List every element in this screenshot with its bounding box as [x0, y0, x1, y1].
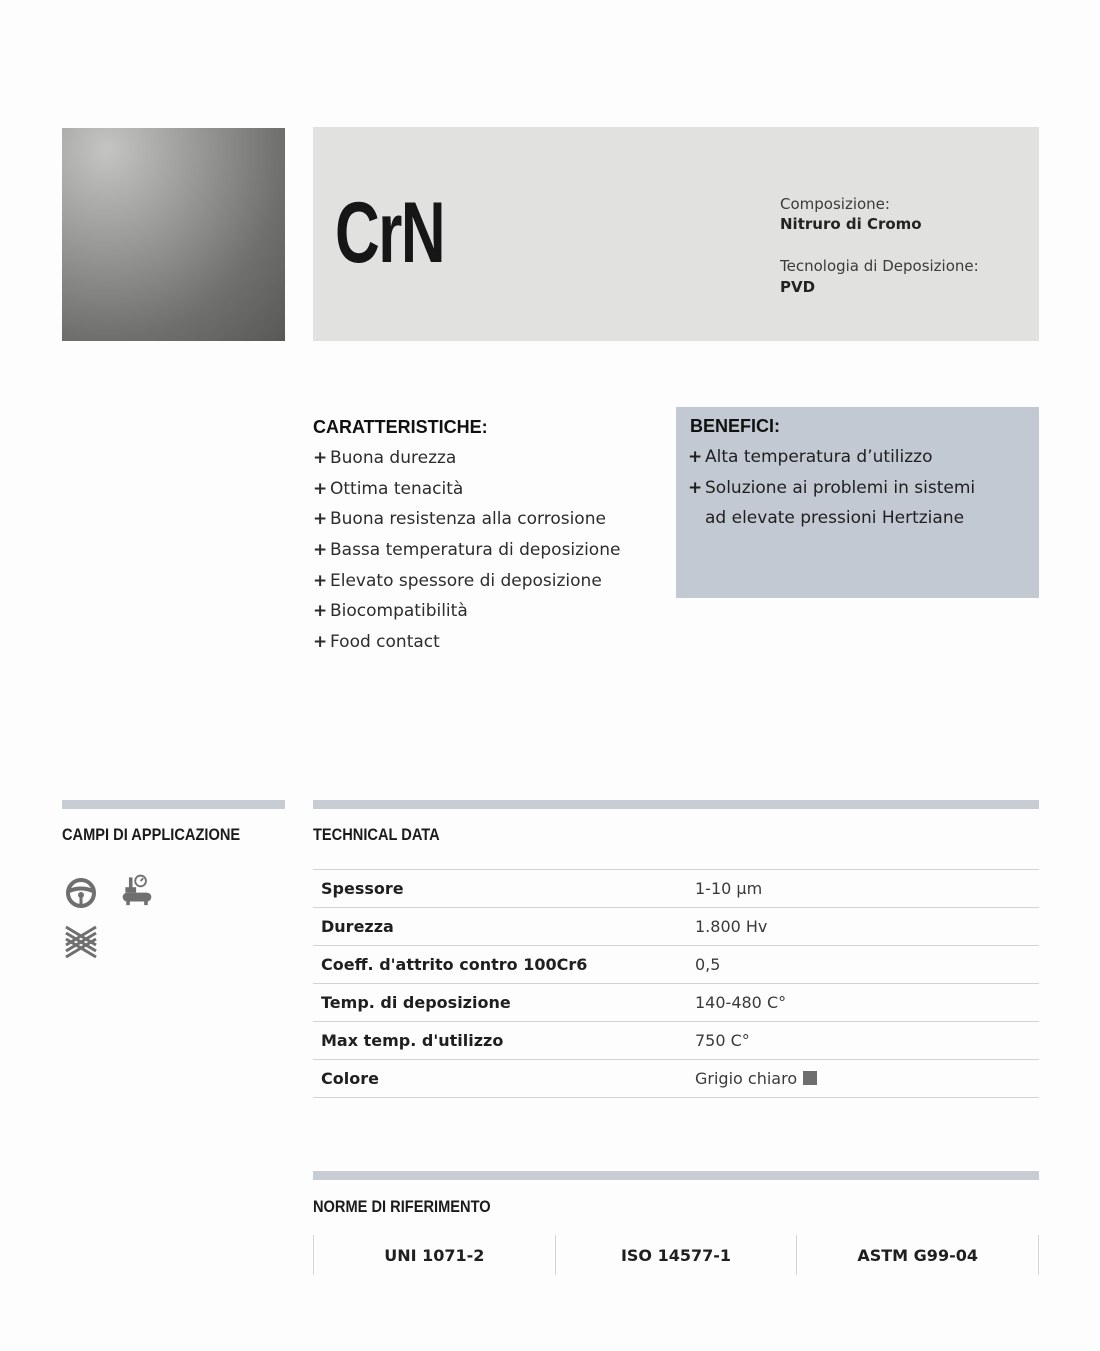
norm-item: ISO 14577-1 — [555, 1235, 797, 1275]
list-item: + Soluzione ai problemi in sistemi — [688, 477, 976, 498]
table-row: Durezza 1.800 Hv — [313, 908, 1039, 946]
technology-label: Tecnologia di Deposizione: — [780, 257, 979, 275]
list-item: + Food contact — [313, 632, 440, 653]
list-item: + Buona resistenza alla corrosione — [313, 509, 606, 530]
list-item: + Bassa temperatura di deposizione — [313, 540, 621, 561]
list-item: + Ottima tenacità — [313, 478, 464, 499]
norms-list — [313, 1235, 1039, 1275]
list-item: ad elevate pressioni Hertziane — [705, 508, 965, 529]
technical-table — [313, 869, 1039, 1098]
table-row: Colore Grigio chiaro — [313, 1060, 1039, 1098]
applications-heading: CAMPI DI APPLICAZIONE — [62, 825, 241, 844]
technical-heading: TECHNICAL DATA — [313, 825, 440, 844]
steering-wheel-icon — [64, 876, 98, 910]
page-title: CrN — [335, 185, 445, 281]
color-swatch — [803, 1071, 817, 1085]
table-row: Max temp. d'utilizzo 750 C° — [313, 1022, 1039, 1060]
applications-divider — [62, 800, 285, 809]
characteristics-list — [313, 443, 620, 658]
technology-value: PVD — [780, 278, 816, 296]
characteristics-heading: CARATTERISTICHE: — [313, 417, 488, 437]
benefits-heading: BENEFICI: — [690, 416, 780, 436]
technical-divider — [313, 800, 1039, 809]
benefits-panel — [676, 407, 1039, 598]
composition-value: Nitruro di Cromo — [780, 215, 922, 233]
table-row: Coeff. d'attrito contro 100Cr6 0,5 — [313, 946, 1039, 984]
table-row: Spessore 1-10 µm — [313, 870, 1039, 908]
table-row: Temp. di deposizione 140-480 C° — [313, 984, 1039, 1022]
norms-heading: NORME DI RIFERIMENTO — [313, 1197, 491, 1216]
list-item: + Buona durezza — [313, 448, 457, 468]
list-item: + Alta temperatura d’utilizzo — [688, 447, 933, 467]
machinery-icon — [120, 872, 154, 906]
norm-item: ASTM G99-04 — [796, 1235, 1039, 1275]
norms-divider — [313, 1171, 1039, 1180]
textile-icon — [64, 925, 98, 959]
color-value: Grigio chiaro — [695, 1069, 798, 1088]
list-item: + Elevato spessore di deposizione — [313, 570, 602, 591]
norm-item: UNI 1071-2 — [313, 1235, 555, 1275]
list-item: + Biocompatibilità — [313, 601, 468, 622]
composition-label: Composizione: — [780, 195, 890, 213]
coating-color-sample — [62, 128, 285, 341]
benefits-list — [688, 442, 975, 534]
